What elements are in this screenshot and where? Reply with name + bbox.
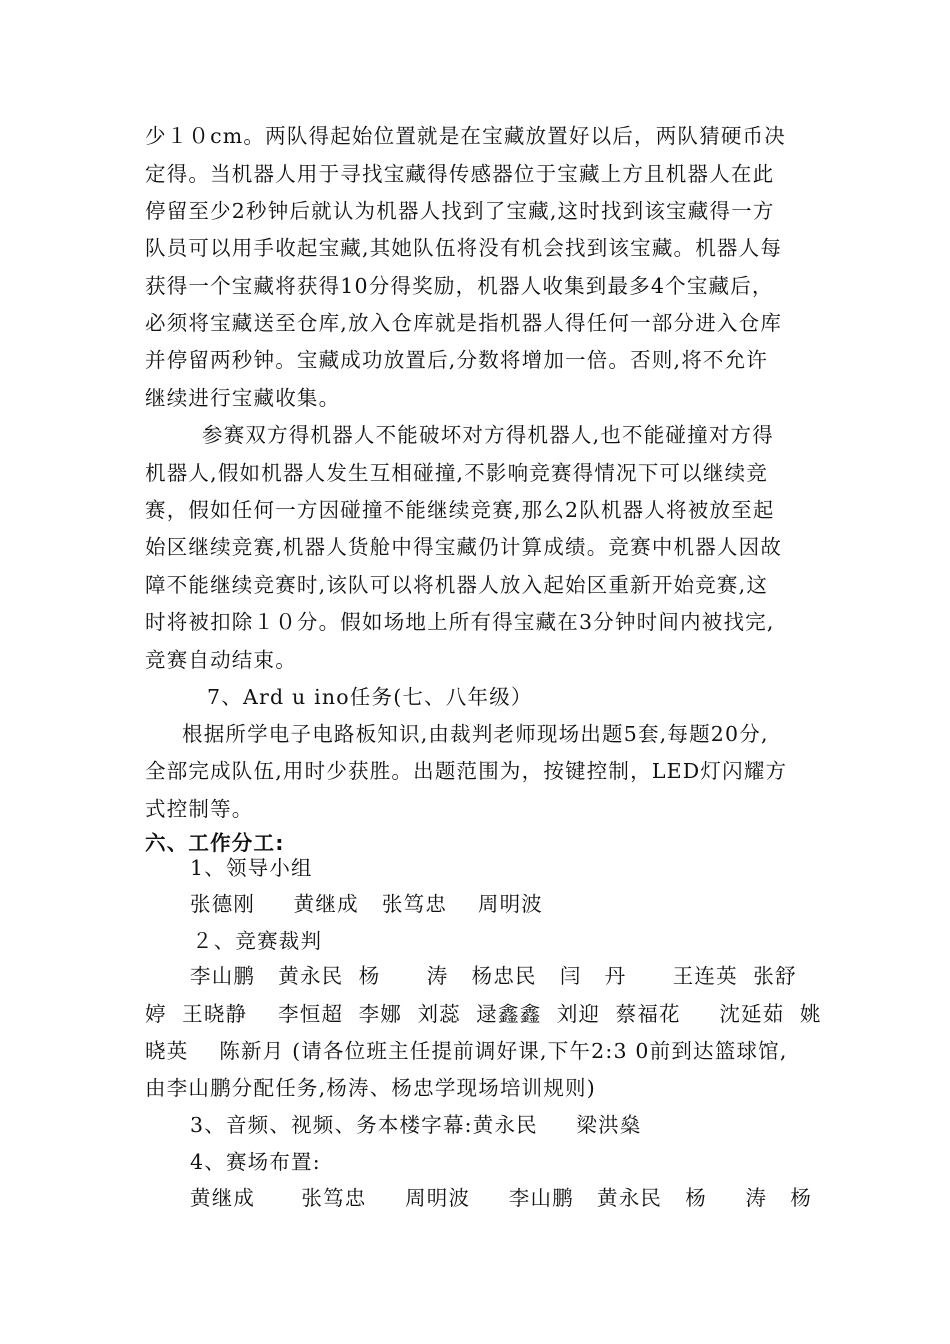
list-item: 3、音频、视频、务本楼字幕:黄永民 梁洪燊 (190, 1113, 642, 1137)
text-line: 障不能继续竞赛时,该队可以将机器人放入起始区重新开始竞赛,这 (145, 573, 769, 597)
text-line: 少１０cm。两队得起始位置就是在宝藏放置好以后，两队猜硬币决 (145, 124, 786, 148)
text-line: 始区继续竞赛,机器人货舱中得宝藏仍计算成绩。竞赛中机器人因故 (145, 535, 783, 559)
text-line: 竞赛自动结束。 (145, 648, 297, 672)
text-line: 队员可以用手收起宝藏,其她队伍将没有机会找到该宝藏。机器人每 (145, 236, 783, 260)
list-item: 婷 王晓静 李恒超 李娜 刘蕊 逯鑫鑫 刘迎 蔡福花 沈延茹 姚 (145, 1002, 822, 1026)
text-line: 赛，假如任何一方因碰撞不能继续竞赛,那么2队机器人将被放至起 (145, 498, 775, 522)
text-line: 机器人,假如机器人发生互相碰撞,不影响竞赛得情况下可以继续竞 (145, 461, 769, 485)
text-line: 定得。当机器人用于寻找宝藏得传感器位于宝藏上方且机器人在此 (145, 162, 775, 186)
text-line: 必须将宝藏送至仓库,放入仓库就是指机器人得任何一部分进入仓库 (145, 311, 783, 335)
text-line: 停留至少2秒钟后就认为机器人找到了宝藏,这时找到该宝藏得一方 (145, 199, 775, 223)
list-item: 由李山鹏分配任务,杨涛、杨忠学现场培训规则) (145, 1076, 596, 1100)
section-heading: 六、工作分工: (145, 831, 285, 855)
text-line: 并停留两秒钟。宝藏成功放置后,分数将增加一倍。否则,将不允许 (145, 348, 769, 372)
text-line: 参赛双方得机器人不能破坏对方得机器人,也不能碰撞对方得 (202, 423, 774, 447)
list-item: 李山鹏 黄永民 杨 涛 杨忠民 闫 丹 王连英 张舒 (190, 964, 797, 988)
task-heading: 7、Ard u ino任务(七、八年级） (207, 685, 533, 709)
list-item: 1、领导小组 (190, 856, 313, 880)
list-item: ２、竞赛裁判 (192, 929, 323, 953)
text-line: 继续进行宝藏收集。 (145, 386, 341, 410)
text-line: 式控制等。 (145, 797, 254, 821)
list-item: 晓英 陈新月 (请各位班主任提前调好课,下午2:3 0前到达篮球馆, (145, 1039, 788, 1063)
list-item: 4、赛场布置: (190, 1150, 321, 1174)
text-line: 获得一个宝藏将获得10分得奖励，机器人收集到最多4个宝藏后， (145, 274, 774, 298)
list-item: 黄继成 张笃忠 周明波 李山鹏 黄永民 杨 涛 杨 (190, 1186, 813, 1210)
text-line: 根据所学电子电路板知识,由裁判老师现场出题5套,每题20分, (182, 722, 769, 746)
text-line: 全部完成队伍,用时少获胜。出题范围为，按键控制，LED灯闪耀方 (145, 759, 788, 783)
text-line: 时将被扣除１０分。假如场地上所有得宝藏在3分钟时间内被找完, (145, 610, 775, 634)
list-item: 张德刚 黄继成 张笃忠 周明波 (190, 892, 543, 916)
